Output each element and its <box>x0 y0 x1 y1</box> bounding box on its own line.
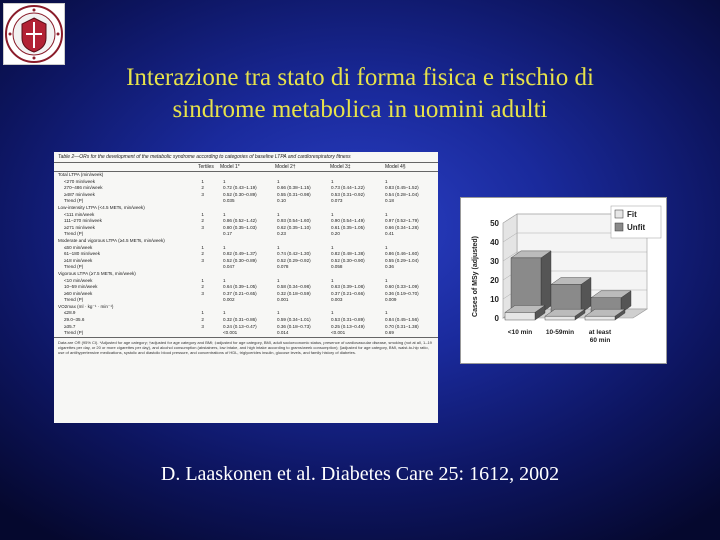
table-cell: 1 <box>201 211 204 217</box>
table-row <box>54 284 438 291</box>
table-row <box>54 304 438 311</box>
table-cell: 0.36 (0.19–0.70) <box>384 290 419 296</box>
table-cell: <0.001 <box>330 330 346 336</box>
legend-label-unfit: Unfit <box>627 223 646 232</box>
table-cell: 0.52 (0.30–0.89) <box>223 257 257 263</box>
table-cell: <0.001 <box>223 330 238 336</box>
table-cell: 3 <box>201 257 204 263</box>
table-footnote: Data are OR (95% CI). *Adjusted for age category; †adjusted for age category and BMI; ‡adjusted for age category, BMI, adult socioeconomic status, presence of cardiovascular disease, smoking (not at all, 1–19 cigarettes per day, or 20 or more cigarettes per day), and alcohol consumption (abstainers, low intake, and high intake according to grams/week consumption); §adjusted for age category, BMI, waist-to-hip ratio, use of antihypertensive medications, systolic and diastolic blood pressure, and concentrations of HDL, triglycerides insulin, glucose levels, and family history of diabetes. <box>54 337 438 357</box>
table-cell: Trend (P) <box>64 330 84 336</box>
table-cell: 0.002 <box>223 297 235 303</box>
table-cell: 1 <box>384 277 388 283</box>
table-row <box>54 271 438 278</box>
legend-swatch-unfit <box>615 223 623 231</box>
chart-y-tick-label: 40 <box>490 238 499 247</box>
table-cell: 0.83 (0.45–1.52) <box>384 185 419 191</box>
table-cell: 0.37 (0.21–0.65) <box>223 290 257 296</box>
table-cell: Trend (P) <box>64 198 84 204</box>
table-cell: ≥271 min/week <box>64 224 95 230</box>
table-cell: 111–270 min/week <box>64 218 102 224</box>
table-cell <box>384 205 434 212</box>
chart-y-tick-label: 0 <box>494 314 499 323</box>
table-cell: 2 <box>201 185 204 191</box>
table-cell: 0.52 (0.29–0.92) <box>276 257 311 263</box>
table-cell: 0.61 (0.35–1.05) <box>330 224 365 230</box>
bar-fit <box>505 312 535 320</box>
title-line-1: Interazione tra stato di forma fisica e rischio di <box>126 64 594 91</box>
table-cell: 1 <box>330 178 334 184</box>
bar-unfit <box>551 285 581 314</box>
table-cell: 0.97 (0.52–1.79) <box>384 218 419 224</box>
table-cell: 0.66 (0.38–1.15) <box>276 185 311 191</box>
table-cell: 1 <box>330 277 334 283</box>
table-cell: <10 min/week <box>64 277 93 283</box>
table-row <box>54 192 438 199</box>
table-cell <box>220 172 275 179</box>
table-cell: 0.54 (0.28–1.04) <box>384 191 419 197</box>
table-cell <box>201 198 223 205</box>
table-cell: 0.72 (0.43–1.19) <box>223 185 257 191</box>
table-cell <box>201 231 223 238</box>
table-cell: 1 <box>384 178 388 184</box>
table-cell <box>201 264 223 271</box>
table-cell: 0.74 (0.42–1.30) <box>276 251 311 257</box>
table-cell: 10–59 min/week <box>64 284 98 290</box>
table-row <box>54 185 438 192</box>
table-cell: 0.014 <box>276 330 289 336</box>
chart-y-tick-label: 30 <box>490 257 499 266</box>
chart-y-axis-label: Cases of MSy (adjusted) <box>472 236 479 317</box>
table-cell: 3 <box>201 224 204 230</box>
table-cell: 0.59 (0.34–1.01) <box>276 317 311 323</box>
table-row <box>54 218 438 225</box>
table-cell <box>384 271 434 278</box>
table-cell: 0.86 (0.46–1.60) <box>384 251 419 257</box>
chart-x-tick-label: 60 min <box>589 337 611 344</box>
table-cell <box>384 238 434 245</box>
table-cell: 0.073 <box>330 198 343 204</box>
table-header-cell: Tertiles <box>198 164 214 170</box>
bar-fit <box>585 316 615 320</box>
table-row <box>54 212 438 219</box>
title-line-2: sindrome metabolica in uomini adulti <box>172 96 548 123</box>
chart-svg <box>461 198 666 363</box>
table-cell: 61–180 min/week <box>64 251 101 257</box>
table-cell <box>201 330 223 337</box>
table-row <box>54 238 438 245</box>
table-cell: 1 <box>384 211 388 217</box>
table-cell <box>220 238 275 245</box>
table-cell: 0.32 (0.31–0.86) <box>223 317 257 323</box>
table-cell <box>274 271 329 278</box>
table-cell: 0.001 <box>276 297 289 303</box>
table-cell: 0.10 <box>276 198 286 204</box>
table-cell: ≥487 min/week <box>64 191 95 197</box>
table-cell <box>274 238 329 245</box>
table-cell: 1 <box>330 211 334 217</box>
table-cell: 1 <box>201 310 204 316</box>
table-cell <box>274 304 329 311</box>
table-cell: 1 <box>384 244 388 250</box>
chart-x-tick-label: <10 min <box>507 329 533 336</box>
table-cell <box>384 304 434 311</box>
table-cell: 0.64 (0.39–1.05) <box>223 284 257 290</box>
table-header-row <box>54 163 438 172</box>
table-cell <box>220 304 275 311</box>
table-cell: 2 <box>201 218 204 224</box>
table-cell: 1 <box>201 178 204 184</box>
table-cell: 0.035 <box>223 198 235 204</box>
table-cell: 0.82 (0.48–1.38) <box>330 251 365 257</box>
table-cell: 2 <box>201 284 204 290</box>
table-cell: 0.58 (0.34–0.98) <box>276 284 311 290</box>
table-row <box>54 324 438 331</box>
chart-x-tick-label: at least <box>588 329 612 336</box>
table-cell: 270–486 min/week <box>64 185 103 191</box>
table-cell: 0.32 (0.18–0.59) <box>276 290 311 296</box>
table-cell: 0.047 <box>223 264 235 270</box>
table-cell: 2 <box>201 317 204 323</box>
table-header-cell <box>58 164 198 170</box>
table-cell: 0.70 (0.31–1.38) <box>384 323 419 329</box>
table-cell: 0.36 <box>384 264 394 270</box>
table-cell <box>201 297 223 304</box>
table-cell: Trend (P) <box>64 297 84 303</box>
table-header-cell: Model 1* <box>220 164 240 170</box>
bar-unfit-side <box>541 251 551 313</box>
table-cell: 1 <box>384 310 388 316</box>
slide-title <box>40 62 680 126</box>
table-row <box>54 179 438 186</box>
table-cell <box>329 271 384 278</box>
table-cell: <270 min/week <box>64 178 96 184</box>
table-cell: ≥35.7 <box>64 323 76 329</box>
table-cell <box>329 238 384 245</box>
table-cell: 0.90 (0.54–1.49) <box>330 218 365 224</box>
table-cell: 0.80 (0.35–1.03) <box>223 224 257 230</box>
table-row <box>54 172 438 179</box>
odds-ratio-table <box>54 152 438 423</box>
table-cell: ≥18 min/week <box>64 257 93 263</box>
table-cell: Total LTPA (min/week) <box>58 172 104 177</box>
table-cell: 0.53 (0.31–0.89) <box>330 317 365 323</box>
table-row <box>54 198 438 205</box>
table-cell: Moderate and vigorous LTPA (≥4.5 METs, min/week) <box>58 237 165 243</box>
chart-y-tick-label: 20 <box>490 276 499 285</box>
table-cell: 1 <box>276 211 280 217</box>
table-cell: 0.62 (0.35–1.10) <box>276 224 311 230</box>
table-cell: ≤28.9 <box>64 310 76 316</box>
table-row <box>54 330 438 337</box>
table-cell: 0.41 <box>384 231 394 237</box>
table-cell: 0.52 (0.30–0.90) <box>330 257 365 263</box>
table-cell: 1 <box>223 178 226 184</box>
table-cell <box>274 205 329 212</box>
table-cell: 0.66 (0.34–1.28) <box>384 224 419 230</box>
table-header-cell: Model 2† <box>275 164 296 170</box>
table-cell: 3 <box>201 290 204 296</box>
university-seal-logo <box>3 3 65 65</box>
chart-y-tick-label: 10 <box>490 295 499 304</box>
table-cell: 0.55 (0.29–1.04) <box>384 257 419 263</box>
table-cell: ≤60 min/week <box>64 244 93 250</box>
table-header-cell: Model 4§ <box>385 164 406 170</box>
table-cell: <111 min/week <box>64 211 95 217</box>
table-row <box>54 264 438 271</box>
table-cell <box>198 304 220 311</box>
table-cell: 29.0–35.6 <box>64 317 85 323</box>
table-cell: 1 <box>223 211 226 217</box>
table-cell: 1 <box>330 244 334 250</box>
table-cell: 0.84 (0.45–1.56) <box>384 317 419 323</box>
table-cell: 0.55 (0.31–0.98) <box>276 191 311 197</box>
table-cell: 1 <box>276 244 280 250</box>
table-cell: 0.93 (0.54–1.60) <box>276 218 311 224</box>
table-cell: VO2max (ml · kg⁻¹ · min⁻¹) <box>58 303 114 309</box>
table-row <box>54 310 438 317</box>
table-cell <box>198 172 220 179</box>
table-cell: 1 <box>201 244 204 250</box>
table-cell: 0.60 (0.33–1.09) <box>384 284 419 290</box>
table-cell: 0.69 <box>384 330 394 336</box>
legend-swatch-fit <box>615 210 623 218</box>
bar-chart-3d <box>460 197 667 364</box>
table-cell: 0.82 (0.49–1.37) <box>223 251 257 257</box>
table-row <box>54 291 438 298</box>
table-cell: 0.25 (0.13–0.49) <box>330 323 365 329</box>
table-cell: 0.36 (0.18–0.73) <box>276 323 311 329</box>
table-cell: 0.23 <box>276 231 286 237</box>
table-cell: 1 <box>330 310 334 316</box>
table-cell <box>198 271 220 278</box>
table-cell: 0.53 (0.31–0.92) <box>330 191 365 197</box>
table-caption: Table 2—ORs for the development of the metabolic syndrome according to categories of baseline LTPA and cardiorespiratory fitness <box>54 152 438 163</box>
citation-text: D. Laaskonen et al. Diabetes Care 25: 1612, 2002 <box>160 463 560 485</box>
table-row <box>54 278 438 285</box>
chart-x-axis-label: Vigorous Physical Activity (min/wk) <box>490 345 650 356</box>
bar-fit <box>545 316 575 320</box>
table-cell: 0.17 <box>223 231 232 237</box>
table-cell: 0.078 <box>276 264 289 270</box>
table-row <box>54 297 438 304</box>
table-cell: 0.009 <box>384 297 397 303</box>
table-cell <box>198 205 220 212</box>
table-cell: 1 <box>201 277 204 283</box>
table-cell: 0.20 <box>330 231 340 237</box>
table-row <box>54 225 438 232</box>
table-cell: 1 <box>223 244 226 250</box>
table-cell <box>274 172 329 179</box>
table-cell: 1 <box>276 277 280 283</box>
table-cell <box>220 271 275 278</box>
table-cell <box>220 205 275 212</box>
table-cell: 0.52 (0.30–0.89) <box>223 191 257 197</box>
table-cell <box>329 205 384 212</box>
table-cell: Trend (P) <box>64 264 84 270</box>
table-cell <box>198 238 220 245</box>
table-cell: 3 <box>201 323 204 329</box>
table-cell: Low-intensity LTPA (<4.5 METs, min/week) <box>58 204 145 210</box>
chart-y-tick-label: 50 <box>490 219 499 228</box>
table-cell: ≥60 min/week <box>64 290 93 296</box>
table-cell <box>329 304 384 311</box>
table-row <box>54 245 438 252</box>
bar-unfit <box>511 258 541 313</box>
table-cell: 0.003 <box>330 297 343 303</box>
chart-x-tick-label: 10-59min <box>545 329 575 336</box>
table-cell: 0.37 (0.21–0.66) <box>330 290 365 296</box>
table-cell: 0.73 (0.44–1.22) <box>330 185 365 191</box>
table-row <box>54 251 438 258</box>
table-cell: 0.058 <box>330 264 343 270</box>
table-cell: 3 <box>201 191 204 197</box>
table-cell: 1 <box>276 178 280 184</box>
table-cell: 0.24 (0.13–0.47) <box>223 323 257 329</box>
table-cell: 0.86 (0.52–1.42) <box>223 218 257 224</box>
table-cell <box>329 172 384 179</box>
legend-label-fit: Fit <box>627 210 637 219</box>
table-cell: 0.18 <box>384 198 394 204</box>
table-row <box>54 205 438 212</box>
table-cell: 1 <box>276 310 280 316</box>
table-row <box>54 258 438 265</box>
table-cell: Vigorous LTPA (≥7.5 METs, min/week) <box>58 270 136 276</box>
table-cell: 0.63 (0.39–1.08) <box>330 284 365 290</box>
table-cell <box>384 172 434 179</box>
table-cell: 2 <box>201 251 204 257</box>
table-cell: 1 <box>223 277 226 283</box>
table-cell: Trend (P) <box>64 231 84 237</box>
table-row <box>54 231 438 238</box>
table-header-cell: Model 3‡ <box>330 164 351 170</box>
table-cell: 1 <box>223 310 226 316</box>
table-row <box>54 317 438 324</box>
table-body <box>54 172 438 337</box>
